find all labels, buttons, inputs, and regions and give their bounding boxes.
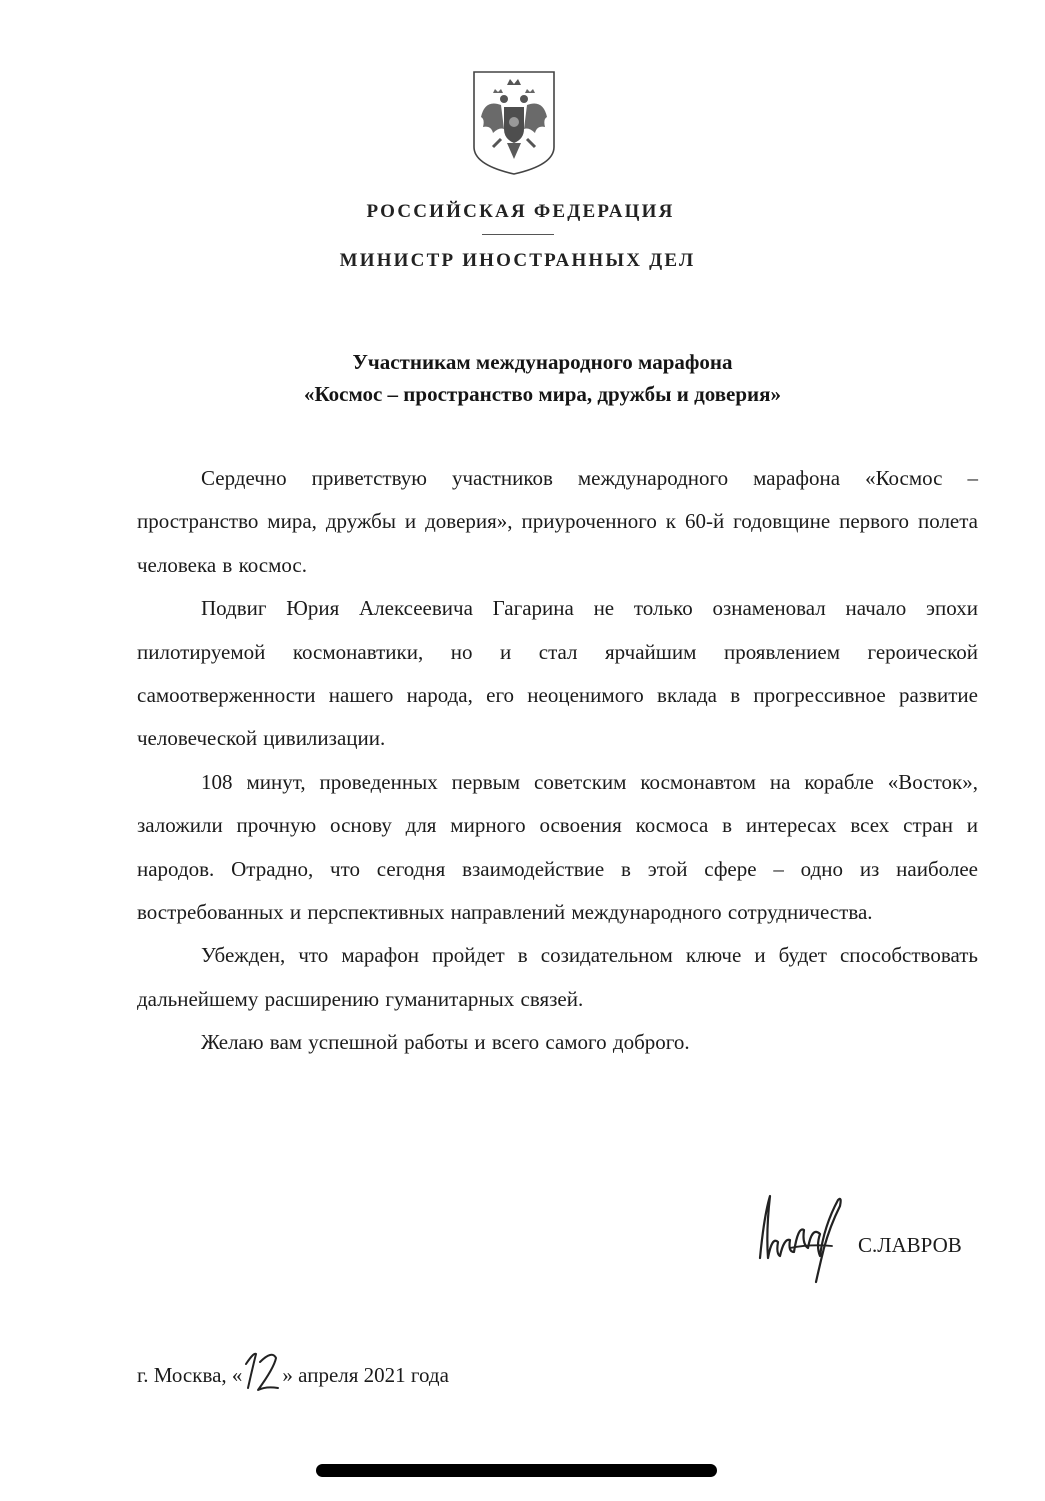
country-heading: РОССИЙСКАЯ ФЕДЕРАЦИЯ [366, 201, 675, 222]
body-paragraph: Убежден, что марафон пройдет в созидательном ключе и будет способствовать дальнейшему расширению гуманитарных связей. [137, 943, 978, 1011]
date-prefix: г. Москва, « [137, 1363, 243, 1387]
letter-title-line-1: Участникам международного марафона [352, 350, 733, 374]
date-line [137, 1348, 449, 1396]
position-heading: МИНИСТР ИНОСТРАННЫХ ДЕЛ [339, 250, 696, 271]
body-paragraph: Подвиг Юрия Алексеевича Гагарина не только ознаменовал начало эпохи пилотируемой космонавтики, но и стал ярчайшим проявлением героической самоотверженности нашего народа, его неоценимого вклада в прогрессивное развитие человеческой цивилизации. [137, 596, 978, 751]
handwritten-day-icon [242, 1348, 282, 1396]
body-paragraph: Сердечно приветствую участников международного марафона «Космос – пространство мира, дружбы и доверия», приуроченного к 60-й годовщине первого полета человека в космос. [137, 466, 978, 577]
letter-body [137, 457, 978, 1065]
home-indicator[interactable] [316, 1464, 717, 1477]
body-paragraph: 108 минут, проведенных первым советским космонавтом на корабле «Восток», заложили прочную основу для мирного освоения космоса в интересах всех стран и народов. Отрадно, что сегодня взаимодействие в этой сфере – одно из наиболее востребованных и перспективных направлений международного сотрудничества. [137, 769, 978, 925]
coat-of-arms-icon [471, 69, 557, 177]
heading-divider [482, 234, 554, 235]
date-suffix: » апреля 2021 года [282, 1363, 449, 1387]
letter-title-line-2: «Космос – пространство мира, дружбы и доверия» [303, 382, 782, 406]
signature-icon [750, 1186, 860, 1286]
body-paragraph: Желаю вам успешной работы и всего самого доброго. [201, 1030, 690, 1055]
signer-name: С.ЛАВРОВ [858, 1233, 962, 1257]
